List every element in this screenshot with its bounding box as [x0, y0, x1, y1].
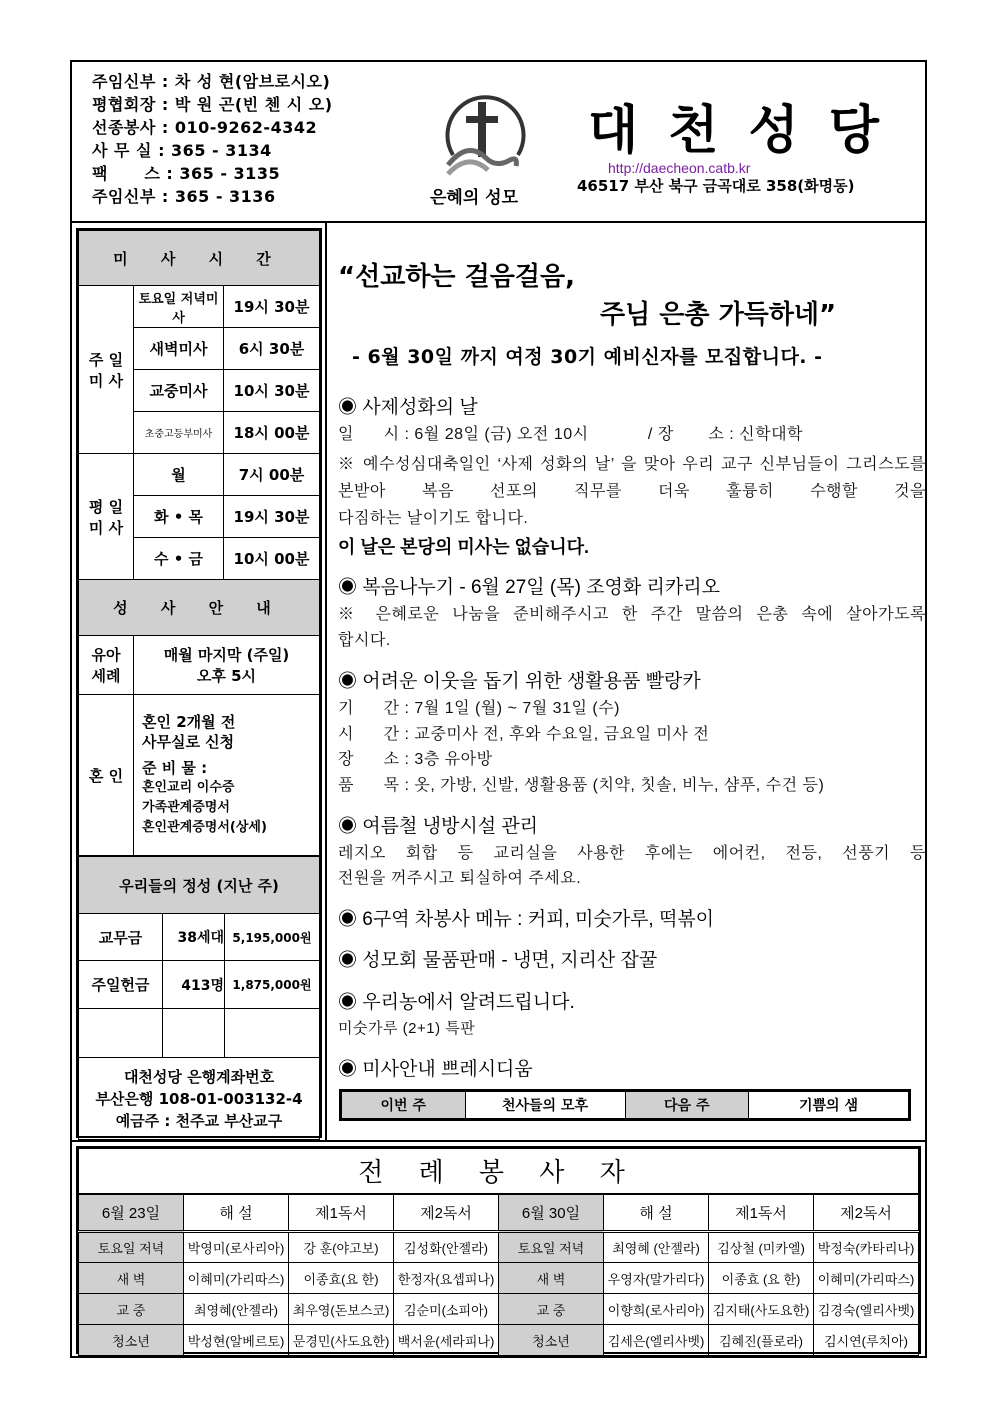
server-name: 박정숙(카타리나): [814, 1232, 919, 1263]
mass-time: 19시 30분: [224, 286, 320, 328]
role-header: 해 설: [604, 1194, 709, 1232]
server-name: 최우영(돈보스코): [289, 1294, 394, 1325]
servers-row: [79, 1294, 919, 1325]
offering-table: [78, 856, 320, 1140]
server-name: 김상철 (미카엘): [709, 1232, 814, 1263]
mass-times-title: 미 사 시 간: [79, 231, 320, 286]
section-text: 다짐하는 날이기도 합니다.: [338, 510, 529, 527]
section-text: 전원을 꺼주시고 퇴실하여 주세요.: [338, 870, 582, 887]
marriage-doc: 혼인관계증명서(상세): [142, 820, 267, 835]
marriage-line: 사무실로 신청: [142, 733, 235, 751]
section-text: ※ 은혜로운 나눔을 준비해주시고 한 주간 말씀의 은총 속에 살아가도록: [338, 606, 926, 623]
next-week-praesidium: 기쁨의 샘: [749, 1092, 909, 1119]
marriage-doc: 가족관계증명서: [142, 800, 230, 815]
mass-day: 월: [134, 454, 224, 496]
date-cell: 6월 23일: [79, 1194, 184, 1232]
section-heading: ◉ 미사안내 쁘레시디움: [338, 1059, 533, 1080]
info-line: 평협회장 : 박 원 곤(빈 첸 시 오): [92, 95, 333, 114]
mass-guide-table: [339, 1089, 911, 1121]
offering-count: [163, 1009, 225, 1058]
server-name: 이종효 (요 한): [709, 1263, 814, 1294]
server-name: 김시연(루치아): [814, 1325, 919, 1356]
service-cell: 교 중: [79, 1294, 184, 1325]
mass-name: 새벽미사: [134, 328, 224, 370]
this-week-praesidium: 천사들의 모후: [465, 1092, 625, 1119]
marriage-prep: 준 비 물 :: [142, 759, 208, 777]
role-header: 제1독서: [709, 1194, 814, 1232]
role-header: 제2독서: [814, 1194, 919, 1232]
server-name: 백서윤(세라피나): [394, 1325, 499, 1356]
offering-type: 주일헌금: [79, 961, 163, 1009]
weekday-label: 평 일 미 사: [79, 454, 134, 580]
servers-table: [78, 1148, 919, 1356]
server-name: 최영혜(안젤라): [184, 1294, 289, 1325]
section-text: 레지오 회합 등 교리실을 사용한 후에는 에어컨, 전등, 선풍기 등: [338, 845, 926, 862]
section-text: 품 목 : 옷, 가방, 신발, 생활용품 (치약, 칫솔, 비누, 샴푸, 수건 등): [338, 777, 825, 794]
info-line: 사 무 실 : 365 - 3134: [92, 141, 272, 160]
server-name: 이종효(요 한): [289, 1263, 394, 1294]
baptism-text: 매월 마지막 (주일) 오후 5시: [134, 636, 320, 695]
date-cell: 6월 30일: [499, 1194, 604, 1232]
section-text: 합시다.: [338, 632, 391, 649]
theme-quote-line2: 주님 은총 가득하네”: [600, 300, 837, 330]
info-line: 팩 스 : 365 - 3135: [92, 164, 281, 183]
offering-amount: 5,195,000원: [225, 914, 320, 961]
service-cell: 청소년: [79, 1325, 184, 1356]
server-name: 최영혜 (안젤라): [604, 1232, 709, 1263]
marriage-line: 혼인 2개월 전: [142, 713, 236, 731]
divider: [325, 222, 327, 1140]
servers-row: [79, 1325, 919, 1356]
role-header: 제1독서: [289, 1194, 394, 1232]
section-heading: ◉ 여름철 냉방시설 관리: [338, 816, 539, 837]
bank-line: 대천성당 은행계좌번호: [123, 1067, 275, 1086]
server-name: 이혜미(가리따스): [184, 1263, 289, 1294]
sacrament-title: 성 사 안 내: [79, 580, 320, 636]
website-link[interactable]: http://daecheon.catb.kr: [608, 160, 751, 176]
offering-amount: 1,875,000원: [225, 961, 320, 1009]
servers-header-row: [79, 1194, 919, 1232]
bullet-icon: ◉: [338, 816, 358, 837]
church-title: 대천성당: [588, 101, 909, 161]
mass-time: 7시 00분: [224, 454, 320, 496]
role-header: 제2독서: [394, 1194, 499, 1232]
bank-line: 예금주 : 천주교 부산교구: [115, 1111, 283, 1130]
section-text: 미숫가루 (2+1) 특판: [338, 1020, 476, 1037]
address: 46517 부산 북구 금곡대로 358(화명동): [577, 177, 855, 195]
mass-day: 화 • 목: [134, 496, 224, 538]
service-cell: 청소년: [499, 1325, 604, 1356]
server-name: 김지태(사도요한): [709, 1294, 814, 1325]
server-name: 김세은(엘리사벳): [604, 1325, 709, 1356]
theme-quote-line1: “선교하는 걸음걸음,: [338, 262, 575, 292]
server-name: 박성현(알베르토): [184, 1325, 289, 1356]
server-name: 강 훈(야고보): [289, 1232, 394, 1263]
bullet-icon: ◉: [338, 992, 358, 1013]
section-text: 일 시 : 6월 28일 (금) 오전 10시 / 장 소 : 신학대학: [338, 426, 804, 443]
service-cell: 교 중: [499, 1294, 604, 1325]
service-cell: 새 벽: [79, 1263, 184, 1294]
section-text: ※ 예수성심대축일인 ‘사제 성화의 날’ 을 맞아 우리 교구 신부님들이 그리스도를 본받아 복음 선포의 직무를 더욱 훌륭히 수행할 것을: [338, 456, 926, 500]
bullet-icon: ◉: [338, 397, 358, 418]
section-heading: ◉ 복음나누기 - 6월 27일 (목) 조영화 리카리오: [338, 577, 720, 598]
service-cell: 새 벽: [499, 1263, 604, 1294]
bullet-icon: ◉: [338, 1059, 358, 1080]
church-logo-icon: [438, 90, 528, 180]
this-week-label: 이번 주: [342, 1092, 466, 1119]
section-note: 이 날은 본당의 미사는 없습니다.: [338, 537, 590, 557]
section-heading: ◉ 사제성화의 날: [338, 397, 478, 418]
mass-time: 10시 30분: [224, 370, 320, 412]
mass-time: 10시 00분: [224, 538, 320, 580]
section-heading: ◉ 6구역 차봉사 메뉴 : 커피, 미숫가루, 떡볶이: [338, 909, 715, 930]
server-name: 문경민(사도요한): [289, 1325, 394, 1356]
server-name: 우영자(말가리다): [604, 1263, 709, 1294]
mass-name: 토요일 저녁미사: [134, 286, 224, 328]
offering-count: 413명: [163, 961, 225, 1009]
offering-title: 우리들의 정성 (지난 주): [79, 857, 320, 914]
mass-name: 교중미사: [134, 370, 224, 412]
bullet-icon: ◉: [338, 950, 358, 971]
bullet-icon: ◉: [338, 909, 358, 930]
section-heading: ◉ 어려운 이웃을 돕기 위한 생활용품 빨랑카: [338, 671, 701, 692]
info-line: 주임신부 : 차 성 현(암브로시오): [92, 72, 331, 91]
offering-type: 교무금: [79, 914, 163, 961]
offering-count: 38세대: [163, 914, 225, 961]
divider: [70, 221, 927, 223]
server-name: 한정자(요셉피나): [394, 1263, 499, 1294]
catechumen-notice: - 6월 30일 까지 여정 30기 예비신자를 모집합니다. -: [352, 346, 823, 368]
marriage-label: 혼 인: [79, 695, 134, 856]
next-week-label: 다음 주: [625, 1092, 749, 1119]
mass-time: 19시 30분: [224, 496, 320, 538]
section-text: 시 간 : 교중미사 전, 후와 수요일, 금요일 미사 전: [338, 726, 710, 743]
role-header: 해 설: [184, 1194, 289, 1232]
server-name: 김경숙(엘리사벳): [814, 1294, 919, 1325]
server-name: 박영미(로사리아): [184, 1232, 289, 1263]
server-name: 김성화(안젤라): [394, 1232, 499, 1263]
logo-text: 은혜의 성모: [430, 188, 519, 208]
divider: [70, 1140, 927, 1142]
section-text: 기 간 : 7월 1일 (월) ~ 7월 31일 (수): [338, 700, 620, 717]
marriage-doc: 혼인교리 이수증: [142, 780, 235, 795]
servers-title: 전 례 봉 사 자: [79, 1149, 919, 1194]
baptism-label: 유아 세례: [79, 636, 134, 695]
servers-row: [79, 1263, 919, 1294]
server-name: 김혜진(플로라): [709, 1325, 814, 1356]
server-name: 김순미(소피아): [394, 1294, 499, 1325]
mass-time: 18시 00분: [224, 412, 320, 454]
section-heading: ◉ 우리농에서 알려드립니다.: [338, 992, 575, 1013]
server-name: 이혜미(가리따스): [814, 1263, 919, 1294]
bank-line: 부산은행 108-01-003132-4: [95, 1089, 303, 1108]
server-name: 이향희(로사리아): [604, 1294, 709, 1325]
mass-times-table: [78, 230, 320, 856]
section-heading: ◉ 성모회 물품판매 - 냉면, 지리산 잡꿀: [338, 950, 658, 971]
service-cell: 토요일 저녁: [499, 1232, 604, 1263]
info-line: 주임신부 : 365 - 3136: [92, 187, 276, 206]
sidebar: [76, 228, 322, 1138]
mass-time: 6시 30분: [224, 328, 320, 370]
offering-type: [79, 1009, 163, 1058]
servers-row: [79, 1232, 919, 1263]
offering-amount: [225, 1009, 320, 1058]
bullet-icon: ◉: [338, 577, 358, 598]
mass-day: 수 • 금: [134, 538, 224, 580]
header-info: [92, 70, 333, 208]
liturgy-servers: [76, 1146, 921, 1354]
service-cell: 토요일 저녁: [79, 1232, 184, 1263]
info-line: 선종봉사 : 010-9262-4342: [92, 118, 318, 137]
bullet-icon: ◉: [338, 671, 358, 692]
sunday-label: 주 일 미 사: [79, 286, 134, 454]
section-text: 장 소 : 3층 유아방: [338, 751, 493, 768]
mass-name: 초중고등부미사: [134, 412, 224, 454]
